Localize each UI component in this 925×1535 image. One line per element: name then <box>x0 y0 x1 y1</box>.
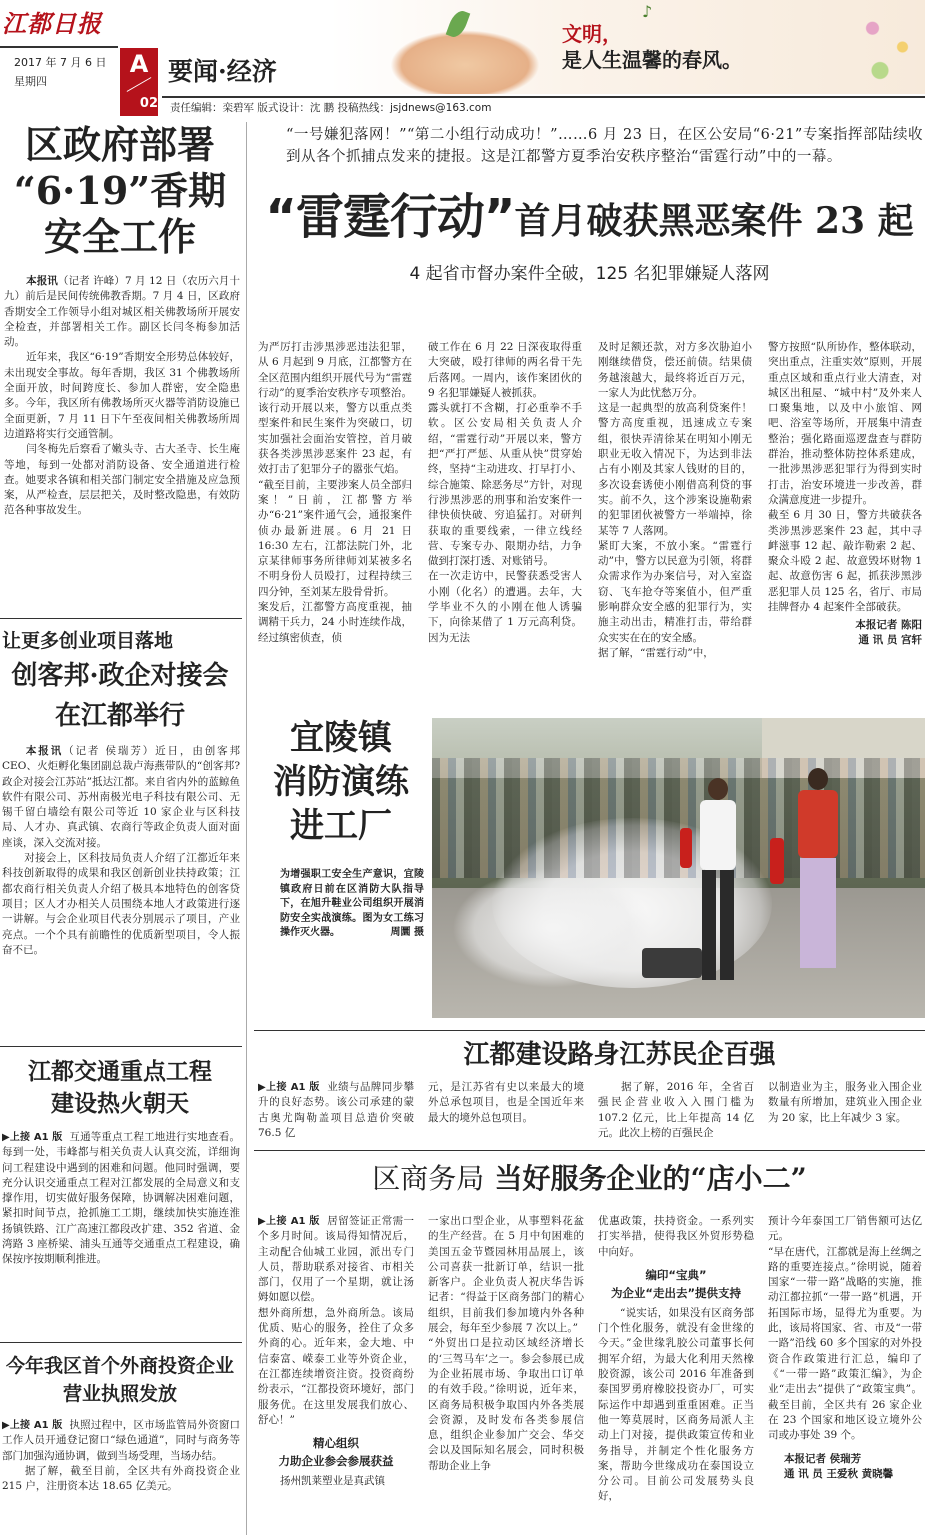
para: 扬州凯莱塑业是真武镇 <box>280 1475 385 1488</box>
jump-label: ▶上接 A1 版 <box>2 1132 63 1143</box>
body-safety-1 <box>0 274 240 350</box>
lead-story <box>254 124 925 284</box>
article-traffic <box>0 1056 240 1268</box>
subhead-organize-2: 力助企业参会参展获益 <box>278 1454 394 1469</box>
body-license-1 <box>0 1418 240 1464</box>
woman-red-shirt <box>792 768 844 988</box>
banner-slogan-2: 是人生温馨的春风。 <box>562 48 742 72</box>
subhead-handbook-2: 为企业“走出去”提供支持 <box>610 1285 742 1300</box>
crowd <box>432 758 925 878</box>
fire-drill-photo <box>432 718 925 1018</box>
kicker-chuangke: 让更多创业项目落地 <box>2 630 174 652</box>
masthead <box>0 0 925 118</box>
byline-note: （记者 侯瑞芳） <box>63 745 156 757</box>
fire-bin <box>642 948 702 978</box>
bottom-byline-correspondent: 通 讯 员 王爱秋 黄晓馨 <box>784 1468 894 1481</box>
bottom-headline-b: 当好服务企业的“店小二” <box>494 1162 807 1195</box>
mid-headline: 江都建设路身江苏民企百强 <box>463 1040 776 1070</box>
article-commerce-bureau <box>254 1156 925 1535</box>
photo-credit: 周圜 摄 <box>390 927 424 938</box>
section-box <box>120 48 158 116</box>
para: 互通等重点工程工地进行实地查看。每到一处，韦峰都与相关负责人认真交流，详细询问工程建设中遇到的困难和问题。他同时强调，要充分认识交通重点工程对江都发展的全局意义和支撑作用，切实做好服务保障，协调解决困难问题，紧扣时间节点，抢抓施工工期，继续加快实施连淮扬镇铁路、江广高速江都段改扩建、352 省道、金湾路 3 座桥梁、浦头互通等交通重点工程建设，确保按序按期顺利推进。 <box>2 1131 240 1266</box>
photo-caption <box>254 868 428 941</box>
article-chuangke <box>0 626 240 958</box>
para: 近日，由创客邦 CEO、火炬孵化集团副总裁卢海燕带队的“创客邦?政企对接会江苏站”抵达江都。来自省内外的蓝鲸鱼软件有限公司、苏州南极光电子科技有限公司、无锡千留白墙绘有限公司等近 10 家企业与区科技局、人才办、真武镇、农商行等政企负责人面对面座谈，深入交流对接。 <box>2 745 241 849</box>
para: 据了解，2016 年，全省百强民企营业收入入围门槛为 107.2 亿元，比上年提高 14 亿元。此次上榜的百强民企 <box>598 1081 754 1139</box>
page-number: 02 <box>139 96 158 111</box>
lead-subhead: 4 起省市督办案件全破，125 名犯罪嫌疑人落网 <box>409 264 770 284</box>
headline-license-2: 营业执照发放 <box>62 1383 177 1405</box>
lead-col-text: 破工作在 6 月 22 日深夜取得重大突破，殴打律师的两名骨干先后落网。一周内，该作案团伙的 9 名犯罪嫌疑人被抓获。 露头就打不含糊，打必重拳不手软。区公安局相关负责人介绍，“雷霆行动”开展以来，警方把“严打严惩、从重从快”贯穿始终，坚持“主动进攻、打早打小、综合施策、除恶务尽”方针，对现行涉黑涉恶的刑事和治安案件一律快侦快破、穷追猛打。对研判获取的重要线索，一律立线经营、专案专办、限期办结，力争做到打深打透、对账销号。 在一次走访中，民警获悉受害人小刚（化名）的遭遇。去年，大学毕业不久的小刚在他人诱骗下，向徐某借了 1 万元高利贷。因为无法 <box>428 341 582 644</box>
lead-col-2 <box>428 340 582 646</box>
para: 业绩与品牌同步攀升的良好态势。该公司承建的蒙古奥尤陶勒盖项目总造价突破 76.5 亿 <box>258 1081 414 1139</box>
body-safety-3 <box>0 442 240 518</box>
bottom-col-2 <box>428 1214 584 1474</box>
bottom-byline-reporter: 本报记者 侯瑞芳 <box>784 1453 862 1466</box>
lead-headline-rest: 首月破获黑恶案件 23 起 <box>514 200 914 242</box>
lead-byline-correspondent: 通 讯 员 宫轩 <box>858 634 922 647</box>
section-name: 要闻·经济 <box>168 57 277 86</box>
para: 对接会上，区科技局负责人介绍了江都近年来科技创新取得的成果和我区创新创业扶持政策；江都农商行相关负责人介绍了极具本地特色的创客贷项目；区人才办相关人员围绕本地人才政策进行逐一讲解。与会企业项目代表分别展示了项目，产业亮点。一个个具有前瞻性的优质新型项目，令人振奋不已。 <box>2 852 240 956</box>
lead-col-4 <box>768 340 922 647</box>
lead-col-text: 为严厉打击涉黑涉恶违法犯罪，从 6 月起到 9 月底，江都警方在全区范围内组织开展代号为“雷霆行动”的夏季治安秩序专项整治。该行动开展以来，警方以重点类型案件和民生案件为突破口，切实加强社会面治安管控，首月破获各类涉黑涉恶案件 23 起，有效打击了犯罪分子的嚣张气焰。 “截至目前，主要涉案人员全部归案！”日前，江都警方举办“6·21”案件通气会，通报案件侦办最新进展。6 月 21 日 16:30 左右，江都法院门外，北京某律师事务所律师刘某被多名不明身份人员殴打，过程持续三四分钟，至刘某左股骨骨折。 案发后，江都警方高度重视，抽调精干兵力，24 小时连续作战，经过缜密侦查，侦 <box>258 341 412 644</box>
para: 执照过程中，区市场监管局外资窗口工作人员开通登记窗口“绿色通道”，同时与商务等部门加强沟通协调，做到当场受理，当场办结。 <box>2 1419 240 1462</box>
bottom-col-4 <box>768 1214 922 1481</box>
headline-traffic-2: 建设热火朝天 <box>51 1090 189 1117</box>
music-note-icon: ♪ <box>642 2 653 21</box>
section-letter: A <box>129 50 149 78</box>
jump-label: ▶上接 A1 版 <box>258 1082 320 1093</box>
jump-label: ▶上接 A1 版 <box>258 1216 320 1227</box>
para: 元，是江苏省有史以来最大的境外总承包项目，也是全国近年来最大的境外总包项目。 <box>428 1081 584 1124</box>
para: 优惠政策，扶持资金。一系列实打实举措，使得我区外贸形势稳中向好。 <box>598 1215 754 1258</box>
flowers-illustration <box>850 0 925 94</box>
headline-chuangke-1: 创客邦·政企对接会 <box>11 661 229 691</box>
headline-safety-2: “6·19”香期 <box>13 168 227 213</box>
headline-safety-3: 安全工作 <box>43 214 196 259</box>
lead-col-text: 警方按照“队所协作，整体联动，突出重点，注重实效”原则，开展重点区域和重点行业大清查，对城区出租屋、“城中村”及外来人口聚集地，以及中小旅馆、网吧、浴室等场所，开展集中清查整治；强化路面巡逻盘查与群防群治，推动整体防控体系建成，一批涉黑涉恶犯罪行为得到实时打击，治安环境进一步改善，群众满意度进一步提升。 截至 6 月 30 日，警方共破获各类涉黑涉恶案件 23 起，其中寻衅滋事 12 起、敲诈勒索 2 起、聚众斗殴 2 起、故意毁坏财物 1 起、故意伤害 6 起，抓获涉黑涉恶犯罪人员 125 名，省厅、市局挂牌督办 4 起案件全部破获。 <box>768 341 922 614</box>
issue-weekday: 星期四 <box>14 75 47 88</box>
byline-tag: 本报讯 <box>26 275 58 287</box>
para: 闫冬梅先后察看了嫩头寺、古大圣寺、长生庵等地，每到一处都对消防设备、安全通道进行检查。她要求各镇和相关部门制定安全措施及应急预案，从严检查，层层把关，及时整改隐患，有效防范各种事故发生。 <box>4 443 240 517</box>
issue-date: 2017 年 7 月 6 日 <box>14 56 107 69</box>
lead-byline-reporter: 本报记者 陈阳 <box>855 619 922 632</box>
jump-label: ▶上接 A1 版 <box>2 1420 63 1431</box>
para: 7 月 12 日（农历六月十九）前后是民间传统佛教香期。7 月 4 日，区政府香期安全工作领导小组对城区相关佛教场所开展安全检查，并部署相关工作。副区长闫冬梅参加活动。 <box>4 275 241 349</box>
article-private-enterprise <box>254 1034 925 1160</box>
mid-col-2 <box>428 1080 584 1126</box>
lead-body <box>254 340 925 710</box>
headline-safety-1: 区政府部署 <box>24 122 215 167</box>
mid-col-4 <box>768 1080 922 1126</box>
banner-slogan-1: 文明， <box>562 22 622 46</box>
bottom-headline-a: 区商务局 <box>372 1162 485 1195</box>
body-chuangke-2 <box>0 851 240 958</box>
byline-tag: 本报讯 <box>24 745 64 757</box>
bottom-headline <box>254 1156 925 1206</box>
caption-text: 为增强职工安全生产意识，宜陵镇政府日前在区消防大队指导下，在旭升鞋业公司组织开展消防安全实战演练。图为女工练习操作灭火器。 <box>280 869 424 938</box>
para: 居留签证正常需一个多月时间。该局得知情况后，主动配合仙城工业园，派出专门人员，帮助联系对接省、市相关部门，仅用了一个星期，就让汤姆如愿以偿。 想外商所想，急外商所急。该局优质、贴心的服务，拴住了众多外商的心。近年来，金大地、中信泰富、嵘泰工业等外资企业，在江都连续增资注资。投资商纷纷表示，“江都投资环境好，部门服务优。在这里发展我们放心、舒心！” <box>258 1215 414 1426</box>
lead-col-1 <box>258 340 412 646</box>
para: 预计今年泰国工厂销售额可达亿元。 “早在唐代，江都就是海上丝绸之路的重要连接点。”徐明说，随着国家“一带一路”战略的实施，推动江都拉抓“一带一路”机遇，开拓国际市场，显得尤为重要。为此，该局将国家、省、市及“一带一路”沿线 60 多个国家的对外投资合作政策进行汇总，编印了《“一带一路”政策汇编》，为企业“走出去”提供了“政策宝典”。截至目前，全区共有 26 家企业在 23 个国家和地区设立境外公司或办事处 39 个。 <box>768 1215 922 1442</box>
body-safety-2 <box>0 350 240 442</box>
article-safety <box>0 122 240 519</box>
headline-chuangke-2: 在江都举行 <box>54 701 185 731</box>
headline-license-1: 今年我区首个外商投资企业 <box>5 1355 234 1377</box>
body-chuangke-1 <box>0 744 240 851</box>
byline-note: （记者 许峰） <box>57 275 125 287</box>
subhead-organize-1: 精心组织 <box>313 1436 359 1451</box>
para: “说实话，如果没有区商务部门个性化服务，就没有金世缘的今天。”金世缘乳胶公司董事长何拥军介绍，为最大化利用天然橡胶资源，该公司 2016 年准备到泰国罗勇府橡胶投资办厂，可实际运作中却遇到重重困难。正当他一筹莫展时，区商务局派人主动上门对接，提供政策宣传和业务指导，并制定个性化服务方案，帮助今世缘成功在泰国设立分公司。目前公司发展势头良好， <box>598 1306 754 1503</box>
mid-col-3 <box>598 1080 754 1141</box>
lead-headline <box>254 178 925 247</box>
subhead-handbook-1: 编印“宝典” <box>645 1267 707 1282</box>
headline-traffic-1: 江都交通重点工程 <box>28 1058 212 1085</box>
hands-illustration <box>390 30 540 94</box>
body-license-2 <box>0 1464 240 1495</box>
bottom-col-1 <box>258 1214 414 1489</box>
newspaper-logo: 江都日报 <box>2 9 102 38</box>
para: 据了解，截至目前，全区共有外商投资企业 215 户，注册资本达 18.65 亿美元。 <box>2 1464 240 1493</box>
para: 一家出口型企业，从事塑料花盆的生产经营。在 5 月中旬困难的美国五金节暨园林用品展上，该公司喜获一批新订单，结识一批新客户。企业负责人祝庆华告诉记者：“得益于区商务部门的精心组织，目前我们参加境内外各种展会，每年至少参展 7 次以上。” “外贸出口是拉动区域经济增长的‘三驾马车’之一。参会参展已成为企业拓展市场、争取出口订单的有效手段。”徐明说，近年来，区商务局积极争取国内外各类展会资源，及时发布各类参展信息，组织企业参加广交会、华交会以及国际知名展会，同时积极帮助企业上争 <box>428 1215 584 1472</box>
photo-story <box>254 716 428 1016</box>
para: 近年来，我区“6·19”香期安全形势总体较好，未出现安全事故。每年香期，我区 31 个佛教场所全面开放，时间跨度长、参加人群密，安全隐患多。今年，我区所有佛教场所灭火器等消防设施已全面更新，7 月 11 日下午至夜间相关佛教场所周边道路将实行交通管制。 <box>4 351 240 440</box>
lead-intro: “一号嫌犯落网！”“第二小组行动成功！”……6 月 23 日，在区公安局“6·21”专案指挥部陆续收到从各个抓捕点发来的捷报。这是江都警方夏季治安秩序整治“雷霆行动”中的一幕。 <box>286 127 923 165</box>
photo-headline-1: 宜陵镇 <box>290 718 392 758</box>
banner-ad <box>330 0 925 94</box>
lead-headline-big: “雷霆行动” <box>265 189 515 245</box>
photo-headline-3: 进工厂 <box>290 806 392 846</box>
lead-col-3 <box>598 340 752 661</box>
photo-headline-2: 消防演练 <box>273 762 409 802</box>
mid-col-1 <box>258 1080 414 1141</box>
fire-extinguisher-icon <box>770 838 784 884</box>
bottom-col-3 <box>598 1214 754 1505</box>
editors-line: 责任编辑：栾碧军 版式设计：沈 鹏 投稿热线：jsjdnews@163.com <box>170 102 492 114</box>
article-foreign-license <box>0 1352 240 1494</box>
para: 以制造业为主，服务业入围企业数量有所增加，建筑业入围企业为 20 家，比上年减少 3 家。 <box>768 1081 922 1124</box>
body-traffic <box>0 1130 240 1268</box>
lead-col-text: 及时足额还款，对方多次胁迫小刚继续借贷，偿还前债。结果债务越滚越大，最终将近百万元，一家人为此忧愁万分。 这是一起典型的放高利贷案件！警方高度重视，迅速成立专案组，很快弄清徐某在明知小刚无职业无收入情况下，为达到非法占有小刚及其家人钱财的目的，多次设套诱使小刚借高利贷的事实。前不久，这个涉案设施勒索的犯罪团伙被警方一举端掉，徐某等 7 人落网。 紧盯大案，不放小案。“雷霆行动”中，警方以民意为引领，将群众需求作为办案信号，对入室盗窃、飞车抢夺等案值小，但严重影响群众安全感的犯罪行为，实施主动出击，精准打击，带给群众实实在在的安全感。 据了解，“雷霆行动”中， <box>598 341 752 659</box>
